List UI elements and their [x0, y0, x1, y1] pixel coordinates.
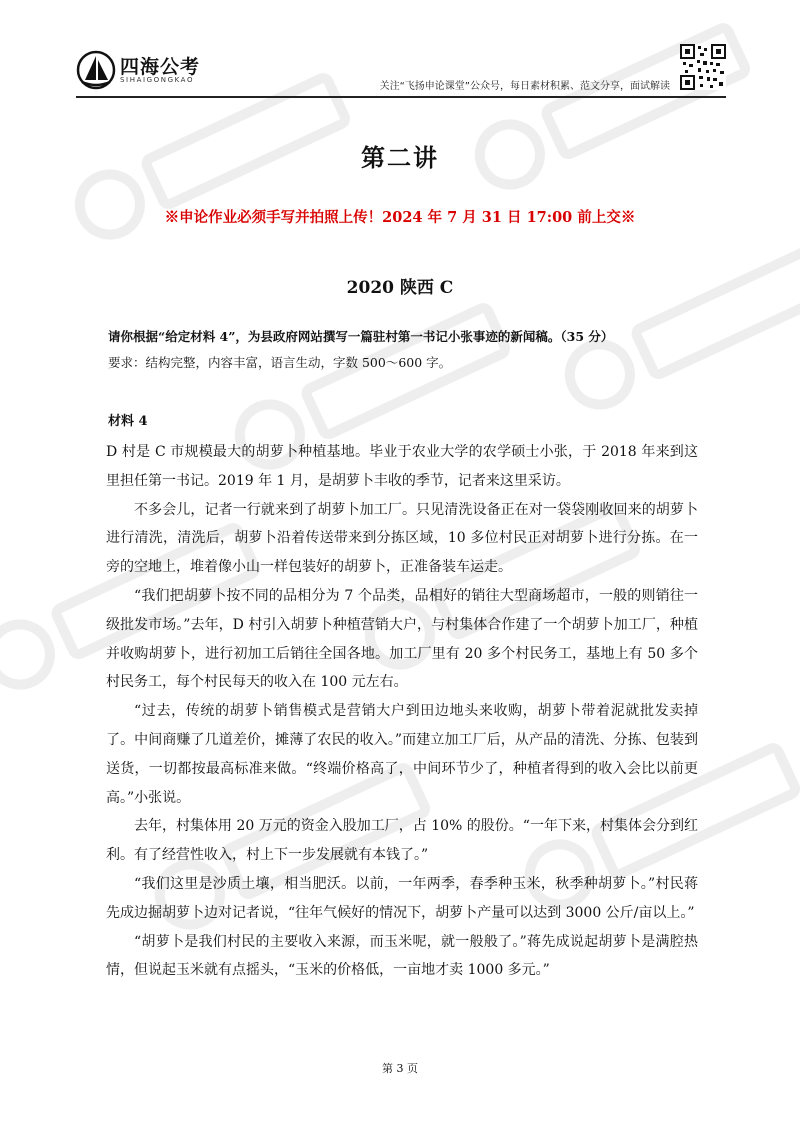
paragraph: “我们这里是沙质土壤，相当肥沃。以前，一年两季，春季种玉米，秋季种胡萝卜。”村民蒋先成边掘胡萝卜边对记者说，“往年气候好的情况下，胡萝卜产量可以达到 3000 公斤/亩以上。”: [106, 875, 698, 921]
material-heading: 材料 4: [108, 414, 148, 429]
paragraph: “我们把胡萝卜按不同的品相分为 7 个品类，品相好的销往大型商场超市，一般的则销往一级批发市场。”去年，D 村引入胡萝卜种植营销大户，与村集体合作建了一个胡萝卜加工厂，种植并收购胡萝卜，进行初加工后销往全国各地。加工厂里有 20 多个村民务工，基地上有 50 多个村民务工，每个村民每天的收入在 100 元左右。: [106, 587, 698, 691]
lecture-title: 第二讲: [361, 143, 439, 172]
header-note: 关注“飞扬申论课堂”公众号，每日素材积累、范文分享，面试解读: [379, 81, 670, 92]
material-body: [106, 438, 698, 985]
header-divider: [76, 96, 726, 98]
paragraph: D 村是 C 市规模最大的胡萝卜种植基地。毕业于农业大学的农学硕士小张，于 2018 年来到这里担任第一书记。2019 年 1 月，是胡萝卜丰收的季节，记者来这里采访。: [106, 444, 698, 489]
page-header: [76, 44, 726, 94]
paragraph: “过去，传统的胡萝卜销售模式是营销大户到田边地头来收购，胡萝卜带着泥就批发卖掉了。中间商赚了几道差价，摊薄了农民的收入。”而建立加工厂后，从产品的清洗、分拣、包装到送货，一切都按最高标准来做。“终端价格高了，中间环节少了，种植者得到的收入会比以前更高。”小张说。: [106, 703, 698, 806]
paragraph: “胡萝卜是我们村民的主要收入来源，而玉米呢，就一般般了。”蒋先成说起胡萝卜是满腔热情，但说起玉米就有点摇头，“玉米的价格低，一亩地才卖 1000 多元。”: [106, 933, 698, 979]
qr-code-icon: [680, 44, 726, 90]
paragraph: 去年，村集体用 20 万元的资金入股加工厂，占 10% 的股份。“一年下来，村集体会分到红利。有了经营性收入，村上下一步发展就有本钱了。”: [106, 818, 698, 864]
question-prompt: 请你根据“给定材料 4”，为县政府网站撰写一篇驻村第一书记小张事迹的新闻稿。（35 分）: [108, 329, 614, 344]
question-requirement: 要求：结构完整，内容丰富，语言生动，字数 500～600 字。: [108, 355, 452, 370]
sailboat-logo-icon: [76, 50, 116, 90]
logo-subtext: SIHAIGONGKAO: [120, 76, 195, 84]
brand-logo: [76, 50, 216, 90]
page-number: 第 3 页: [382, 1062, 418, 1075]
exam-title: 2020 陕西 C: [346, 278, 454, 298]
submission-notice: ※申论作业必须手写并拍照上传！2024 年 7 月 31 日 17:00 前上交※: [164, 209, 636, 226]
paragraph: 不多会儿，记者一行就来到了胡萝卜加工厂。只见清洗设备正在对一袋袋刚收回来的胡萝卜进行清洗，清洗后，胡萝卜沿着传送带来到分拣区域，10 多位村民正对胡萝卜进行分拣。在一旁的空地上，堆着像小山一样包装好的胡萝卜，正准备装车运走。: [106, 501, 698, 576]
logo-text: 四海公考: [120, 56, 201, 78]
